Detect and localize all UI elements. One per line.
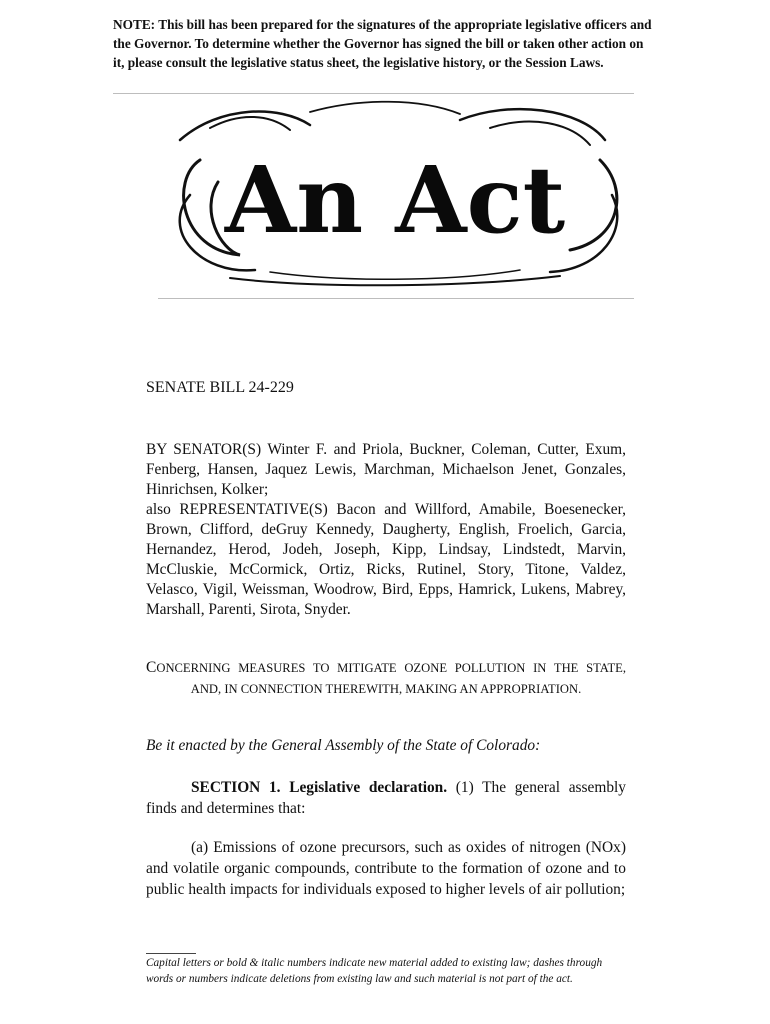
- an-act-banner: [160, 100, 630, 292]
- footnote-divider: [146, 953, 196, 954]
- paragraph-a-text: (a) Emissions of ozone precursors, such as oxides of nitrogen (NOx) and volatile organic compounds, contribute to the formation of ozone and to public health impacts for individuals exposed to higher levels of air pollution;: [146, 839, 626, 898]
- banner-title: An Act: [224, 146, 566, 254]
- house-sponsors: also REPRESENTATIVE(S) Bacon and Willford, Amabile, Boesenecker, Brown, Clifford, deGruy Kennedy, Daugherty, English, Froelich, Garcia, Hernandez, Herod, Jodeh, Joseph, Kipp, Lindsay, Lindstedt, Marvin, McCluskie, McCormick, Ortiz, Ricks, Rutinel, Story, Titone, Valdez, Velasco, Vigil, Weissman, Woodrow, Bird, Epps, Hamrick, Lukens, Mabrey, Marshall, Parenti, Sirota, Snyder.: [146, 501, 626, 618]
- bill-title-line-1: [146, 657, 626, 679]
- bill-number: SENATE BILL 24-229: [146, 379, 294, 396]
- header-divider: [113, 93, 634, 94]
- section-1: [146, 777, 626, 819]
- banner-flourish: [160, 100, 630, 292]
- sponsors-block: [146, 440, 626, 620]
- signature-note: NOTE: This bill has been prepared for the signatures of the appropriate legislative officers and the Governor. To determine whether the Governor has signed the bill or taken other action on it, please consult the legislative status sheet, the legislative history, or the Session Laws.: [113, 17, 652, 70]
- bill-title: [146, 657, 626, 700]
- bill-title-initial: C: [146, 659, 157, 676]
- bill-title-line-2: AND, IN CONNECTION THEREWITH, MAKING AN APPROPRIATION.: [190, 682, 582, 696]
- senate-sponsors: BY SENATOR(S) Winter F. and Priola, Buckner, Coleman, Cutter, Exum, Fenberg, Hansen, Jaquez Lewis, Marchman, Michaelson Jenet, Gonzales, Hinrichsen, Kolker;: [146, 441, 626, 498]
- paragraph-a: [146, 837, 626, 900]
- section-1-text: (1) The general assembly finds and determines that:: [146, 779, 626, 817]
- bill-title-line-1-text: ONCERNING MEASURES TO MITIGATE OZONE POLLUTION IN THE STATE,: [156, 661, 626, 675]
- section-1-heading: SECTION 1. Legislative declaration.: [191, 779, 448, 796]
- banner-divider: [158, 298, 634, 299]
- footnote: Capital letters or bold & italic numbers indicate new material added to existing law; dashes through words or numbers indicate deletions from existing law and such material is not part of the act.: [146, 957, 603, 985]
- enacting-clause: Be it enacted by the General Assembly of the State of Colorado:: [146, 737, 541, 754]
